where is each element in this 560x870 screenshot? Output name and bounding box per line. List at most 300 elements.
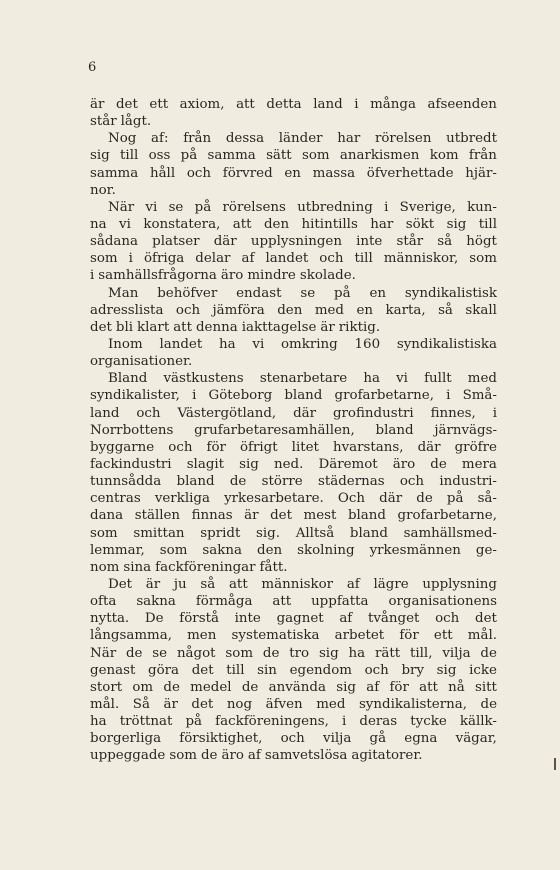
page-edge-mark — [554, 758, 556, 770]
word: det — [270, 508, 292, 524]
text-line — [90, 730, 497, 747]
word: nytta. — [90, 611, 130, 627]
word: ha — [348, 645, 366, 661]
word: hitintills — [301, 216, 358, 232]
word: Så — [132, 696, 150, 712]
word: de — [200, 748, 218, 764]
text-line — [90, 387, 497, 404]
word: de — [480, 645, 497, 661]
word: sådana — [90, 234, 139, 250]
word: platser — [152, 234, 200, 250]
word: och — [175, 302, 201, 318]
word: som — [90, 251, 118, 267]
word: Nog — [108, 131, 137, 147]
word: som — [469, 251, 497, 267]
word: mål. — [90, 696, 120, 712]
word: många — [370, 97, 416, 112]
word: vi — [119, 216, 131, 232]
text-line — [90, 542, 497, 559]
text-line — [90, 696, 497, 713]
word: bland — [375, 422, 414, 438]
word: axiom, — [179, 97, 225, 112]
text-line — [90, 250, 497, 267]
word: långsamma, — [90, 628, 172, 644]
word: sätt — [266, 148, 292, 164]
word: nor. — [90, 182, 116, 198]
text-line — [90, 627, 497, 644]
word: så- — [477, 491, 497, 507]
text-line — [90, 147, 497, 164]
word: Alltså — [295, 525, 335, 541]
word: där — [417, 439, 441, 455]
word: med — [316, 696, 346, 712]
word: göra — [148, 662, 180, 678]
word: utbredt — [446, 131, 497, 147]
word: 160 — [354, 336, 381, 352]
text-line — [90, 267, 497, 284]
word: grufarbetaresamhällen, — [194, 422, 355, 438]
word: till — [226, 662, 245, 678]
word: oss — [148, 148, 171, 164]
text-line — [90, 507, 497, 524]
word: järnvägs- — [434, 422, 497, 438]
word: sitt — [475, 679, 497, 695]
word: mest — [303, 508, 337, 524]
word: till, — [409, 645, 433, 661]
word: behöfver — [157, 285, 218, 301]
word: iakttagelse — [241, 319, 317, 335]
text-line — [90, 713, 497, 730]
text-line — [90, 679, 497, 696]
word: skolning — [297, 542, 355, 558]
text-line — [90, 662, 497, 679]
word: i — [446, 388, 451, 404]
word: den — [257, 542, 283, 558]
word: de — [241, 679, 259, 695]
word: sakna — [202, 542, 242, 558]
word: anarkismen — [339, 148, 420, 164]
word: se — [152, 645, 168, 661]
word: att — [228, 576, 248, 592]
word: att — [173, 319, 192, 335]
word: adresslista — [90, 302, 164, 318]
word: medel — [190, 679, 232, 695]
word: vilja — [323, 731, 352, 747]
word: öfverhettade — [366, 165, 454, 181]
word: sökt — [405, 216, 435, 232]
text-line — [90, 165, 497, 182]
word: från — [468, 148, 497, 164]
word: fått. — [259, 559, 288, 575]
word: icke — [469, 662, 497, 678]
text-line — [90, 645, 497, 662]
word: så — [200, 576, 216, 592]
word: skolade. — [299, 268, 356, 284]
text-line — [90, 593, 497, 610]
word: på — [185, 714, 203, 730]
word: byggarne — [90, 439, 155, 455]
word: vilja — [442, 645, 471, 661]
word: omkring — [281, 336, 338, 352]
word: litet — [291, 439, 319, 455]
word: smittan — [133, 525, 185, 541]
word: i — [90, 268, 95, 284]
word: en — [369, 285, 387, 301]
word: massa — [312, 165, 356, 181]
word: för — [206, 439, 226, 455]
word: äro — [392, 456, 416, 472]
word: ju — [173, 576, 187, 592]
word: finnas — [191, 508, 233, 524]
word: jämföra — [212, 302, 265, 318]
word: uppeggade — [90, 748, 166, 764]
word: källk- — [459, 714, 497, 730]
word: från — [183, 131, 212, 147]
word: dessa — [225, 131, 265, 147]
word: till — [478, 216, 497, 232]
text-line — [90, 216, 497, 233]
word: utbredning — [297, 199, 373, 215]
word: det — [191, 662, 214, 678]
word: ha — [90, 714, 107, 730]
word: håll — [149, 165, 176, 181]
word: fackindustri — [90, 456, 172, 472]
text-line — [90, 370, 497, 387]
word: tröttnat — [119, 714, 173, 730]
word: af — [247, 748, 261, 764]
word: en — [356, 302, 374, 318]
text-line — [90, 610, 497, 627]
word: människor — [261, 576, 334, 592]
word: karta, — [385, 302, 426, 318]
word: tunnsådda — [90, 474, 162, 490]
word: ha — [219, 336, 236, 352]
word: Västergötland, — [177, 405, 277, 421]
word: sig — [446, 216, 467, 232]
word: och — [364, 662, 389, 678]
word: sig — [318, 645, 339, 661]
word: bland — [284, 388, 323, 404]
word: borgerliga — [90, 731, 162, 747]
word: som — [169, 748, 197, 764]
word: på — [194, 199, 212, 215]
word: sakna — [136, 594, 176, 610]
word: nom — [90, 559, 120, 575]
word: gagnet — [276, 611, 324, 627]
word: vägar, — [455, 731, 497, 747]
word: grofarbetarne, — [397, 508, 497, 524]
word: har — [370, 216, 394, 232]
word: att — [236, 97, 255, 112]
word: i — [492, 405, 497, 421]
word: något — [176, 645, 216, 661]
word: i — [341, 714, 347, 730]
word: bland — [349, 525, 388, 541]
word: upplysningen — [250, 234, 342, 250]
word: som — [301, 148, 330, 164]
word: det — [191, 696, 214, 712]
word: bland — [347, 508, 386, 524]
word: samvetslösa — [264, 748, 348, 764]
text-line — [90, 525, 497, 542]
word: försiktighet, — [179, 731, 263, 747]
word: stenarbetare — [259, 371, 348, 387]
text-line — [90, 353, 497, 370]
word: land — [90, 405, 120, 421]
word: detta — [266, 97, 302, 112]
word: så — [438, 302, 453, 318]
word: rörelsen — [374, 131, 432, 147]
word: kom — [429, 148, 459, 164]
word: verkliga — [154, 491, 210, 507]
word: Och — [337, 491, 366, 507]
word: rörelsens — [222, 199, 286, 215]
word: äro — [220, 268, 244, 284]
word: det — [90, 319, 112, 335]
word: sig — [336, 679, 356, 695]
word: och — [319, 251, 344, 267]
word: de — [163, 679, 180, 695]
word: och — [168, 439, 193, 455]
word: af — [346, 576, 360, 592]
word: men — [187, 628, 217, 644]
word: där — [379, 491, 403, 507]
word: i — [384, 199, 389, 215]
word: de — [125, 645, 143, 661]
word: vi — [396, 371, 408, 387]
word: förstå — [179, 611, 219, 627]
text-line — [90, 456, 497, 473]
text-line — [90, 422, 497, 439]
word: ned. — [273, 456, 304, 472]
word: af — [241, 251, 255, 267]
text-line — [90, 96, 497, 113]
word: gröfre — [454, 439, 497, 455]
word: skall — [465, 302, 497, 318]
word: samhällsfrågorna — [98, 268, 217, 284]
word: ofta — [90, 594, 117, 610]
word: spridt — [200, 525, 241, 541]
word: har — [337, 131, 361, 147]
word: sina — [123, 559, 152, 575]
word: uppfatta — [311, 594, 369, 610]
page-number: 6 — [88, 60, 97, 75]
word: sig — [90, 148, 110, 164]
word: denna — [195, 319, 238, 335]
word: genast — [90, 662, 136, 678]
word: riktig. — [338, 319, 381, 335]
text-line — [90, 473, 497, 490]
word: rätt — [374, 645, 401, 661]
text-line — [90, 439, 497, 456]
word: na — [90, 216, 107, 232]
word: inte — [356, 234, 383, 250]
text-line — [90, 559, 497, 576]
word: en — [284, 165, 301, 181]
word: till — [354, 251, 373, 267]
word: att — [419, 679, 438, 695]
word: När — [90, 645, 117, 661]
word: är — [163, 696, 178, 712]
word: det — [475, 611, 497, 627]
word: egendom — [289, 662, 352, 678]
word: större — [261, 474, 303, 490]
word: dana — [90, 508, 124, 524]
word: där — [293, 405, 317, 421]
word: de — [430, 456, 447, 472]
word: att — [232, 216, 252, 232]
word: gå — [369, 731, 387, 747]
word: är — [244, 508, 259, 524]
word: öfrigt — [239, 439, 278, 455]
word: är — [145, 576, 161, 592]
word: i — [128, 251, 133, 267]
word: industri- — [439, 474, 497, 490]
word: När — [108, 199, 135, 215]
word: de — [480, 696, 497, 712]
word: som — [90, 525, 118, 541]
word: städernas — [317, 474, 385, 490]
word: och — [186, 165, 212, 181]
word: bland — [176, 474, 215, 490]
text-line — [90, 285, 497, 302]
word: sig — [436, 662, 457, 678]
word: tycke — [410, 714, 447, 730]
text-line — [90, 130, 497, 147]
word: och — [435, 611, 460, 627]
word: öfriga — [144, 251, 185, 267]
word: den — [263, 216, 290, 232]
word: så — [437, 234, 453, 250]
text-line — [90, 576, 497, 593]
word: Bland — [108, 371, 148, 387]
word: de — [416, 491, 433, 507]
word: och — [280, 731, 305, 747]
word: systematiska — [231, 628, 320, 644]
word: mindre — [247, 268, 296, 284]
word: af: — [151, 131, 169, 147]
word: tro — [289, 645, 310, 661]
word: står — [90, 114, 117, 130]
word: konstatera, — [143, 216, 221, 232]
text-line — [90, 319, 497, 336]
word: på — [334, 285, 351, 301]
word: Man — [108, 285, 139, 301]
word: till — [120, 148, 139, 164]
word: vi — [145, 199, 158, 215]
word: kun- — [467, 199, 497, 215]
word: och — [136, 405, 161, 421]
word: är — [320, 319, 335, 335]
word: förvred — [222, 165, 273, 181]
word: ge- — [475, 542, 497, 558]
word: bry — [401, 662, 425, 678]
word: mål. — [467, 628, 497, 644]
word: de — [262, 645, 280, 661]
word: samma — [90, 165, 139, 181]
word: landet — [159, 336, 203, 352]
word: egna — [404, 731, 438, 747]
text-line — [90, 490, 497, 507]
word: hvarstans, — [332, 439, 404, 455]
word: grofarbetarne, — [334, 388, 434, 404]
word: sig. — [256, 525, 281, 541]
word: de — [229, 474, 247, 490]
word: yrkesmännen — [369, 542, 461, 558]
word: är — [90, 97, 105, 112]
word: lemmar, — [90, 542, 145, 558]
word: länder — [278, 131, 323, 147]
word: lägre — [373, 576, 409, 592]
word: sig — [239, 456, 259, 472]
word: fullt — [424, 371, 452, 387]
word: står — [396, 234, 424, 250]
word: för — [399, 628, 419, 644]
word: delar — [195, 251, 231, 267]
word: ett — [149, 97, 169, 112]
word: i — [192, 388, 197, 404]
word: använda — [268, 679, 326, 695]
word: De — [144, 611, 164, 627]
word: högt — [466, 234, 497, 250]
word: om — [132, 679, 154, 695]
word: tvånget — [367, 611, 420, 627]
text-line — [90, 233, 497, 250]
word: syndikalisterna, — [358, 696, 467, 712]
word: i — [354, 97, 359, 112]
text-line — [90, 747, 497, 764]
word: som — [159, 542, 188, 558]
word: på — [446, 491, 464, 507]
word: af — [366, 679, 380, 695]
word: bli — [115, 319, 134, 335]
word: vi — [252, 336, 265, 352]
word: finnes, — [430, 405, 476, 421]
word: ett — [433, 628, 453, 644]
word: inte — [234, 611, 261, 627]
word: Små- — [462, 388, 497, 404]
text-line — [90, 336, 497, 353]
word: Inom — [108, 336, 143, 352]
word: slagit — [186, 456, 225, 472]
word: samhällsmed- — [403, 525, 497, 541]
word: lågt. — [120, 114, 152, 130]
word: västkustens — [163, 371, 244, 387]
word: Norrbottens — [90, 422, 174, 438]
word: den — [277, 302, 303, 318]
text-line — [90, 199, 497, 216]
word: förmåga — [195, 594, 253, 610]
word: deras — [359, 714, 398, 730]
word: Det — [108, 576, 133, 592]
word: Däremot — [318, 456, 378, 472]
word: nog — [226, 696, 253, 712]
word: organisationer. — [90, 354, 193, 370]
word: det — [115, 97, 138, 112]
word: för — [389, 679, 409, 695]
word: se — [168, 199, 184, 215]
word: äfven — [265, 696, 303, 712]
word: se — [300, 285, 316, 301]
word: agitatorer. — [351, 748, 423, 764]
word: där — [213, 234, 237, 250]
word: land — [313, 97, 343, 112]
word: afseenden — [427, 97, 497, 112]
word: på — [180, 148, 198, 164]
word: upplysning — [422, 576, 497, 592]
word: fackföreningens, — [215, 714, 329, 730]
word: af — [339, 611, 353, 627]
